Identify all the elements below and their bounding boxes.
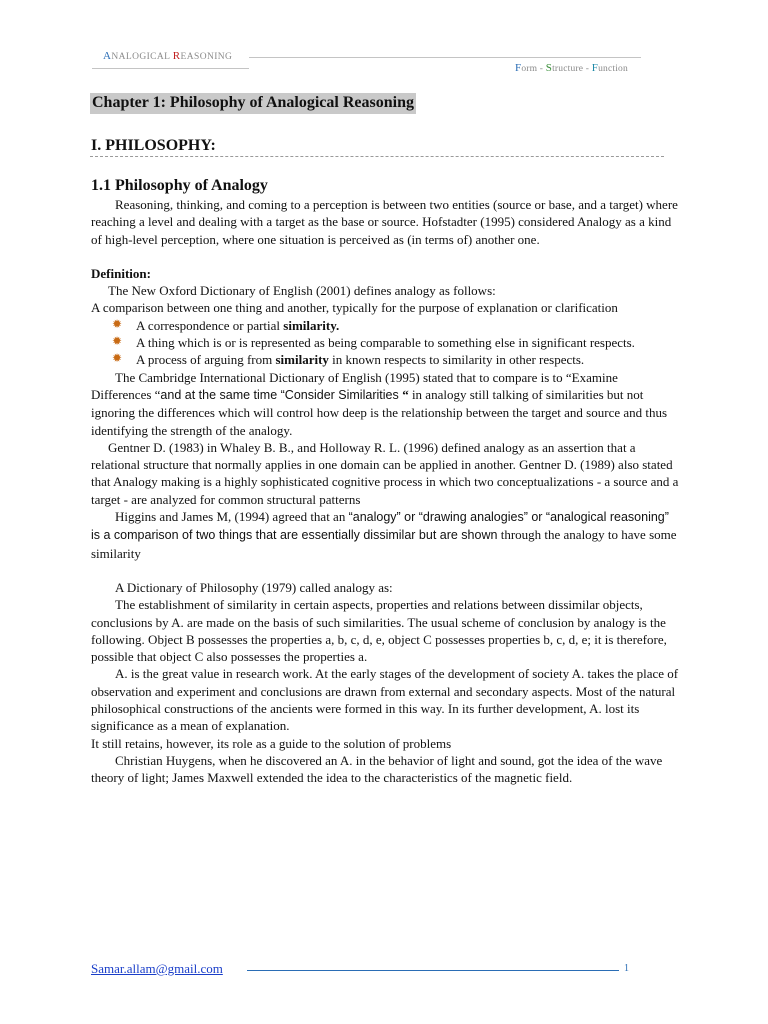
- footer-rule: [247, 970, 619, 971]
- quote-mark: “: [402, 386, 409, 402]
- star-bullet-icon: ✹: [112, 316, 123, 331]
- header-text: unction: [598, 64, 628, 74]
- list-item-text: A correspondence or partial: [136, 317, 284, 333]
- header-letter: F: [591, 62, 599, 74]
- definition-heading: Definition:: [91, 265, 151, 281]
- header-text: EASONING: [180, 52, 233, 62]
- header-letter: S: [545, 62, 553, 74]
- huygens-paragraph: Christian Huygens, when he discovered an A. in the behavior of light and sound, got the idea of the wave theory of light; James Maxwell extended the idea to the characteristics of the magnetic field.: [91, 752, 663, 786]
- list-item: [91, 351, 681, 368]
- oxford-paragraph: The New Oxford Dictionary of English (2001) defines analogy as follows:: [108, 283, 496, 299]
- great-value-paragraph: A. is the great value in research work. At the early stages of the development of society A. takes the place of observation and experiment and conclusions are drawn from external and secondary aspects. Most of the natural philosophical constructions of the ancients were formed in this way. In its further development, A. lost its significance as a mean of explanation.: [91, 666, 679, 734]
- dictionary-philosophy-paragraph: A Dictionary of Philosophy (1979) called analogy as:: [115, 579, 393, 595]
- paragraph-text: The Cambridge International Dictionary of English (1995) stated that to compare is to “Examine Differences “: [91, 369, 618, 402]
- body-text: [91, 196, 681, 787]
- header-letter: R: [172, 50, 181, 62]
- header-text: tructure -: [552, 64, 592, 74]
- page-number: 1: [624, 963, 629, 974]
- header-letter: A: [103, 50, 112, 62]
- list-item-text: in known respects to similarity in other respects.: [328, 352, 585, 368]
- header-text: NALOGICAL: [111, 52, 173, 62]
- list-item-text: A thing which is or is represented as being comparable to something else in significant respects.: [136, 335, 635, 351]
- list-item-emphasis: similarity.: [283, 317, 340, 333]
- list-item: [91, 334, 681, 351]
- paragraph-gap: [91, 248, 681, 265]
- header-text: orm -: [521, 64, 546, 74]
- definition-list: [91, 317, 681, 369]
- star-bullet-icon: ✹: [112, 334, 123, 349]
- star-bullet-icon: ✹: [112, 351, 123, 366]
- gentner-paragraph: Gentner D. (1983) in Whaley B. B., and Holloway R. L. (1996) defined analogy as an assertion that a relational structure that normally applies in one domain can be applied in another. Gentner D. (1989) also stated that Analogy making is a highly sophisticated cognitive process in which two conceptualizations - a source and a target - are analyzed for common structural patterns: [91, 439, 679, 507]
- chapter-title: Chapter 1: Philosophy of Analogical Reasoning: [90, 93, 416, 114]
- list-item: [91, 317, 681, 334]
- higgins-paragraph: [91, 508, 681, 562]
- section-title: I. PHILOSOPHY:: [91, 137, 216, 154]
- subsection-title: 1.1 Philosophy of Analogy: [91, 177, 268, 194]
- author-email-link[interactable]: Samar.allam@gmail.com: [91, 961, 223, 976]
- still-retains-paragraph: It still retains, however, its role as a guide to the solution of problems: [91, 735, 452, 751]
- intro-paragraph: Reasoning, thinking, and coming to a perception is between two entities (source or base, and a target) where reaching a level and dealing with a target as the base or source. Hofstadter (1995) considered Analogy as a kind of high-level perception, where one situation is perceived as (in terms of) another one.: [91, 197, 678, 247]
- paragraph-text: in analogy still talking of similarities but not ignoring the differences which will control how deep is the relationship between the target and source and thus identifying the strength of the analogy.: [91, 386, 668, 438]
- cambridge-paragraph: [91, 369, 681, 439]
- paragraph-text: Higgins and James M, (1994) agreed that an: [115, 509, 349, 525]
- section-divider: [90, 156, 664, 157]
- running-header-tagline: [515, 62, 628, 74]
- quoted-text: and at the same time “Consider Similarities: [160, 387, 403, 402]
- paragraph-gap: [91, 562, 681, 579]
- quoted-text: “analogy” or “drawing analogies” or “analogical reasoning” is a comparison of two things that are essentially dissimilar but are shown: [91, 510, 669, 543]
- list-item-text: A process of arguing from: [136, 352, 276, 368]
- comparison-paragraph: A comparison between one thing and another, typically for the purpose of explanation or clarification: [91, 300, 618, 316]
- running-header-title: [103, 50, 232, 62]
- paragraph-text: through the analogy to have some similarity: [91, 527, 677, 561]
- header-rule-right: [249, 57, 641, 58]
- establishment-paragraph: The establishment of similarity in certain aspects, properties and relations between dissimilar objects, conclusions by A. are made on the basis of such similarities. The usual scheme of conclusion by analogy is the following. Object B possesses the properties a, b, c, d, e, object C possesses properties b, c, d, e; it is therefore, possible that object C also possesses the properties a.: [91, 597, 667, 665]
- header-letter: F: [515, 62, 522, 74]
- header-rule-left: [92, 68, 249, 69]
- list-item-emphasis: similarity: [275, 352, 329, 368]
